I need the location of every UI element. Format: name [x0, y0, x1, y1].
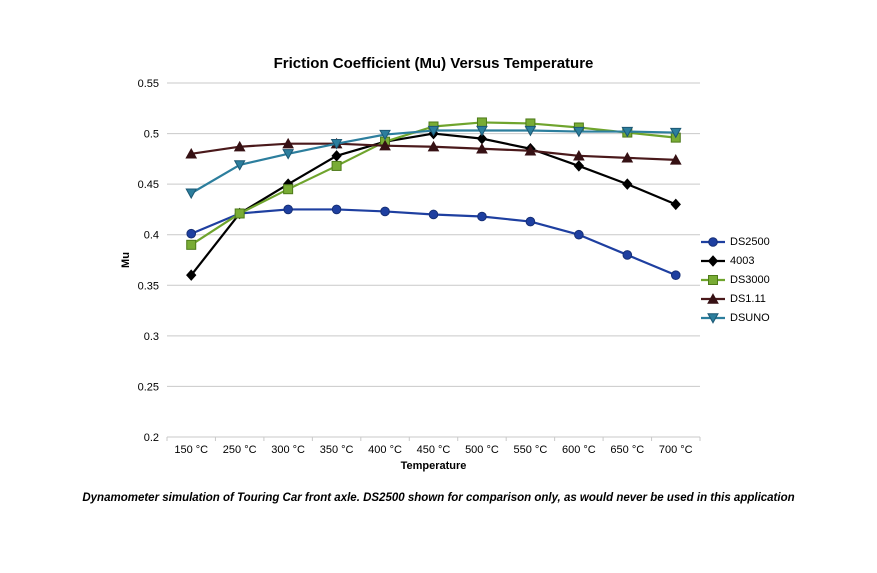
series-marker-DS2500: [187, 229, 196, 238]
legend-marker-DS2500: [701, 235, 725, 249]
series-marker-DS2500: [381, 207, 390, 216]
y-tick-label: 0.4: [143, 229, 159, 242]
legend-label-DS2500: DS2500: [730, 235, 770, 248]
series-marker-DS3000: [284, 185, 293, 194]
x-tick-label: 400 °C: [368, 444, 402, 456]
series-marker-4003: [671, 199, 680, 209]
series-marker-DS3000: [187, 240, 196, 249]
chart-caption: Dynamometer simulation of Touring Car front axle. DS2500 shown for comparison only, as would never be used in this application: [82, 492, 795, 504]
chart-title: Friction Coefficient (Mu) Versus Temperature: [273, 55, 594, 72]
y-tick-label: 0.5: [143, 128, 159, 141]
series-marker-4003: [623, 179, 632, 189]
series-marker-DS2500: [623, 251, 632, 260]
legend-marker-DS1.11: [701, 292, 725, 306]
series-marker-DS2500: [429, 210, 438, 219]
y-tick-label: 0.35: [137, 280, 159, 293]
legend-label-DSUNO: DSUNO: [730, 311, 770, 324]
x-tick-label: 450 °C: [416, 444, 451, 456]
series-marker-DS3000: [235, 209, 244, 218]
x-tick-label: 250 °C: [222, 444, 257, 456]
x-tick-label: 600 °C: [561, 444, 596, 456]
legend-marker-DSUNO: [701, 311, 725, 325]
legend-label-4003: 4003: [730, 254, 755, 267]
legend-marker-shape-DS2500: [709, 237, 718, 246]
legend-item-DS1.11: [701, 289, 770, 308]
y-tick-label: 0.55: [137, 78, 159, 90]
legend-marker-shape-DS3000: [709, 275, 718, 284]
series-marker-DSUNO: [186, 189, 196, 198]
x-tick-label: 150 °C: [174, 444, 209, 456]
series-marker-DS3000: [477, 118, 486, 127]
legend: [701, 232, 770, 327]
series-marker-DS3000: [332, 161, 341, 170]
series-marker-4003: [332, 151, 341, 161]
series-marker-DS2500: [671, 271, 680, 280]
series-line-4003: [191, 134, 676, 276]
series-marker-4003: [574, 161, 583, 171]
y-axis-title: Mu: [120, 252, 132, 268]
series-marker-DS2500: [478, 212, 487, 221]
series-marker-DS2500: [526, 217, 535, 226]
legend-item-DS2500: [701, 232, 770, 251]
legend-marker-4003: [701, 254, 725, 268]
series-marker-DS2500: [575, 230, 584, 239]
series-line-DS2500: [191, 209, 676, 275]
x-tick-label: 700 °C: [658, 444, 693, 456]
series-marker-DS2500: [332, 205, 341, 214]
legend-marker-shape-4003: [709, 256, 718, 266]
legend-label-DS3000: DS3000: [730, 273, 770, 286]
x-tick-label: 500 °C: [465, 444, 499, 456]
y-tick-label: 0.45: [137, 179, 159, 192]
y-tick-label: 0.3: [143, 330, 159, 343]
x-axis-title: Temperature: [400, 460, 467, 472]
y-tick-label: 0.25: [137, 381, 159, 394]
series-marker-DS2500: [284, 205, 293, 214]
x-tick-label: 550 °C: [513, 444, 548, 456]
legend-item-DSUNO: [701, 308, 770, 327]
legend-marker-DS3000: [701, 273, 725, 287]
legend-item-DS3000: [701, 270, 770, 289]
legend-label-DS1.11: DS1.11: [730, 292, 766, 305]
x-tick-label: 650 °C: [610, 444, 645, 456]
y-tick-label: 0.2: [143, 432, 159, 444]
legend-item-4003: [701, 251, 770, 270]
series-line-DS3000: [191, 122, 676, 244]
x-tick-label: 350 °C: [319, 444, 354, 456]
x-tick-label: 300 °C: [271, 444, 306, 456]
